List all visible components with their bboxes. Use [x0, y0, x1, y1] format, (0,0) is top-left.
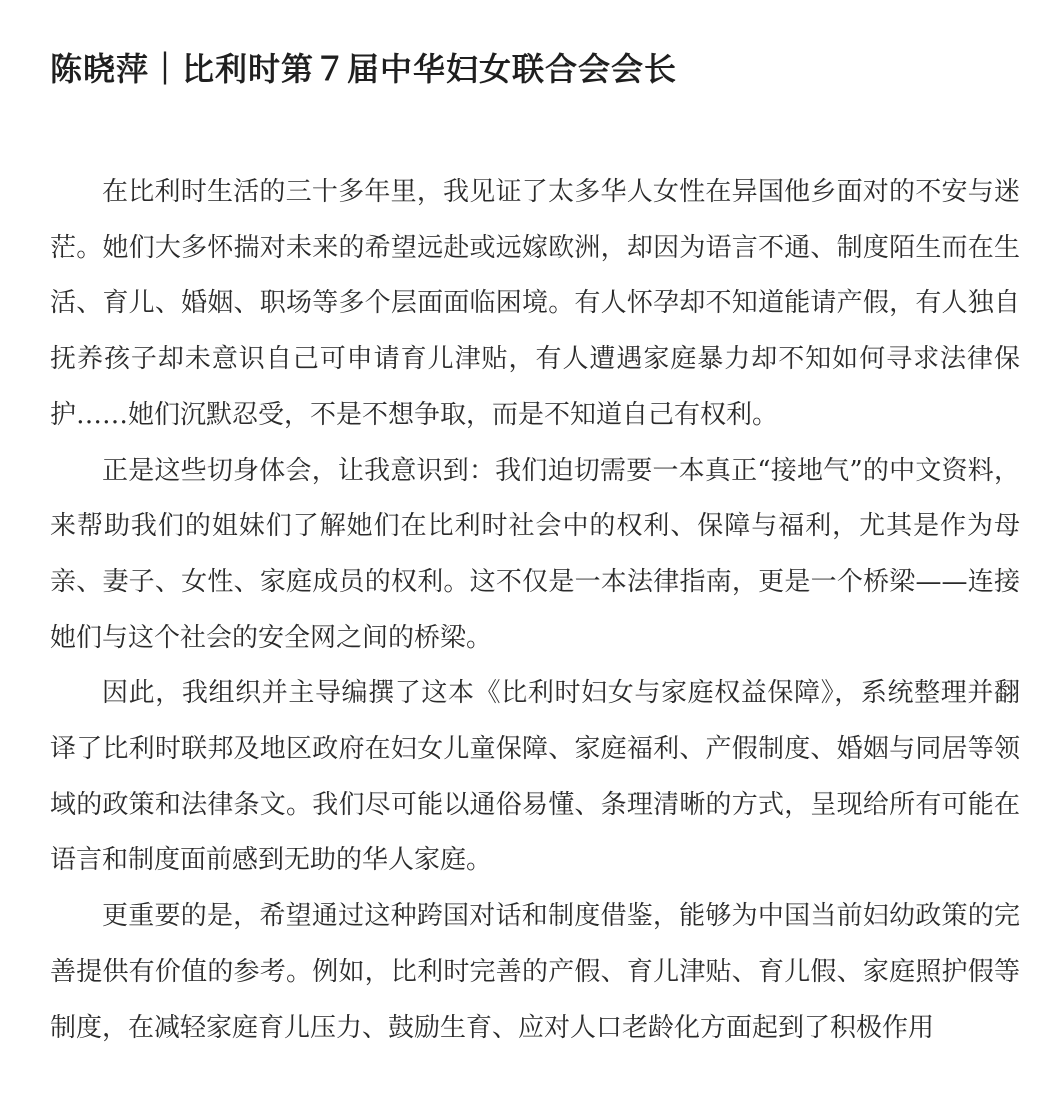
paragraph-4: 更重要的是，希望通过这种跨国对话和制度借鉴，能够为中国当前妇幼政策的完善提供有价值的参考。例如，比利时完善的产假、育儿津贴、育儿假、家庭照护假等制度，在减轻家庭育儿压力、鼓励生育、应对人口老龄化方面起到了积极作用	[50, 901, 1020, 1043]
paragraph-2: 正是这些切身体会，让我意识到：我们迫切需要一本真正“接地气”的中文资料，来帮助我们的姐妹们了解她们在比利时社会中的权利、保障与福利，尤其是作为母亲、妻子、女性、家庭成员的权利。这不仅是一本法律指南，更是一个桥梁——连接她们与这个社会的安全网之间的桥梁。	[50, 455, 1020, 653]
article-body	[50, 165, 1020, 1056]
paragraph-1: 在比利时生活的三十多年里，我见证了太多华人女性在异国他乡面对的不安与迷茫。她们大多怀揣对未来的希望远赴或远嫁欧洲，却因为语言不通、制度陌生而在生活、育儿、婚姻、职场等多个层面面临困境。有人怀孕却不知道能请产假，有人独自抚养孩子却未意识自己可申请育儿津贴，有人遭遇家庭暴力却不知如何寻求法律保护……她们沉默忍受，不是不想争取，而是不知道自己有权利。	[50, 177, 1020, 430]
paragraph-3: 因此，我组织并主导编撰了这本《比利时妇女与家庭权益保障》，系统整理并翻译了比利时联邦及地区政府在妇女儿童保障、家庭福利、产假制度、婚姻与同居等领域的政策和法律条文。我们尽可能以通俗易懂、条理清晰的方式，呈现给所有可能在语言和制度面前感到无助的华人家庭。	[50, 678, 1020, 876]
article-title: 陈晓萍｜比利时第７届中华妇女联合会会长	[50, 50, 678, 88]
